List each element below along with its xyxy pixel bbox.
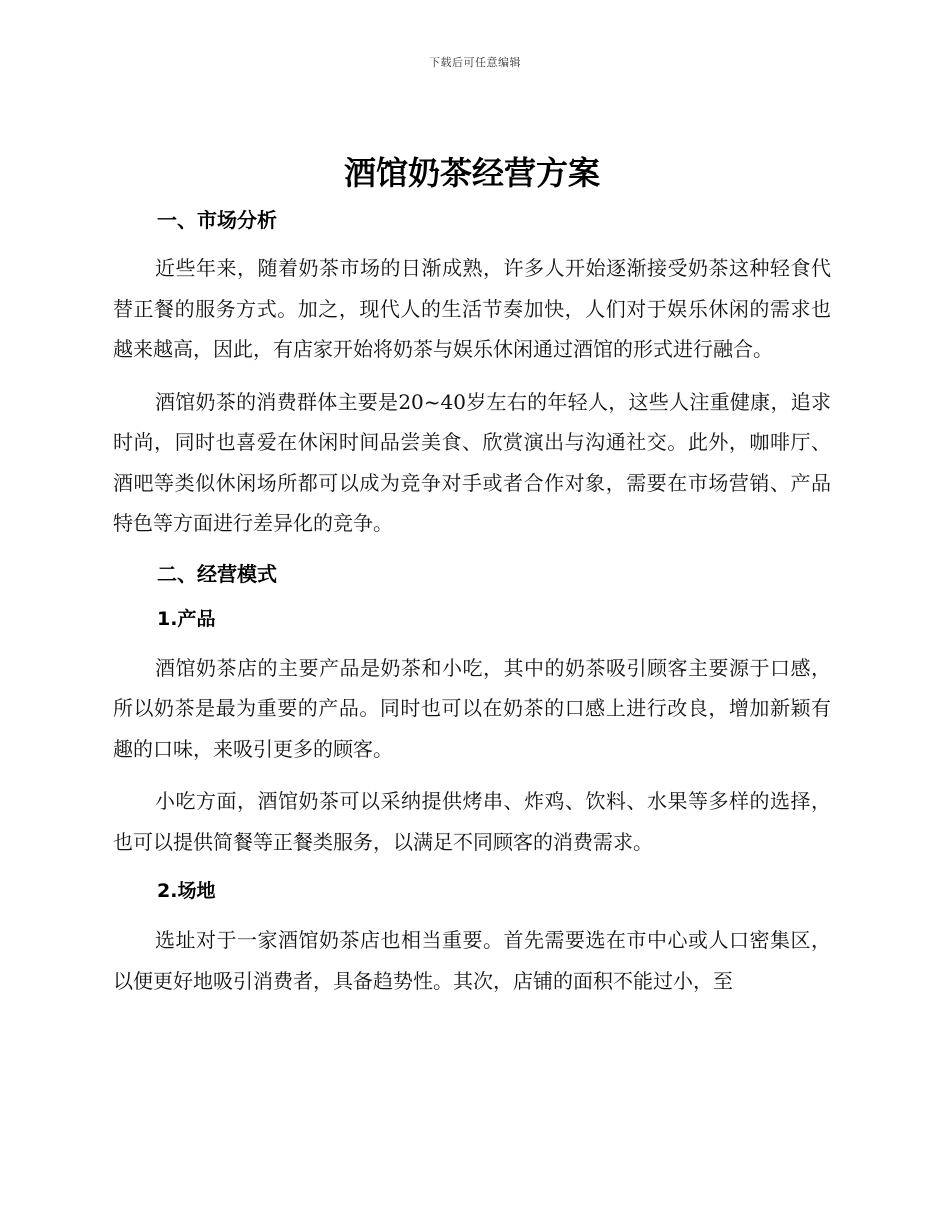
paragraph-product-1: 酒馆奶茶店的主要产品是奶茶和小吃，其中的奶茶吸引顾客主要源于口感，所以奶茶是最为重要的产品。同时也可以在奶茶的口感上进行改良，增加新颖有趣的口味，来吸引更多的顾客。 (113, 655, 831, 761)
section-heading-business-model: 二、经营模式 (157, 561, 277, 586)
paragraph-venue-1: 选址对于一家酒馆奶茶店也相当重要。首先需要选在市中心或人口密集区，以便更好地吸引消费者，具备趋势性。其次，店铺的面积不能过小，至 (113, 928, 831, 993)
header-note: 下载后可任意编辑 (429, 56, 521, 69)
paragraph-market-2: 酒馆奶茶的消费群体主要是20~40岁左右的年轻人，这些人注重健康，追求时尚，同时也喜爱在休闲时间品尝美食、欣赏演出与沟通社交。此外，咖啡厅、酒吧等类似休闲场所都可以成为竞争对手或者合作对象，需要在市场营销、产品特色等方面进行差异化的竞争。 (113, 389, 831, 535)
paragraph-product-2: 小吃方面，酒馆奶茶可以采纳提供烤串、炸鸡、饮料、水果等多样的选择，也可以提供简餐等正餐类服务，以满足不同顾客的消费需求。 (113, 789, 831, 854)
document-title: 酒馆奶茶经营方案 (343, 154, 600, 192)
document-body (113, 148, 831, 1013)
subsection-heading-venue: 2.场地 (157, 880, 216, 902)
subsection-heading-product: 1.产品 (157, 607, 216, 630)
section-heading-market-analysis: 一、市场分析 (157, 208, 277, 232)
paragraph-market-1: 近些年来，随着奶茶市场的日渐成熟，许多人开始逐渐接受奶茶这种轻食代替正餐的服务方式。加之，现代人的生活节奏加快，人们对于娱乐休闲的需求也越来越高，因此，有店家开始将奶茶与娱乐休闲通过酒馆的形式进行融合。 (113, 256, 831, 361)
